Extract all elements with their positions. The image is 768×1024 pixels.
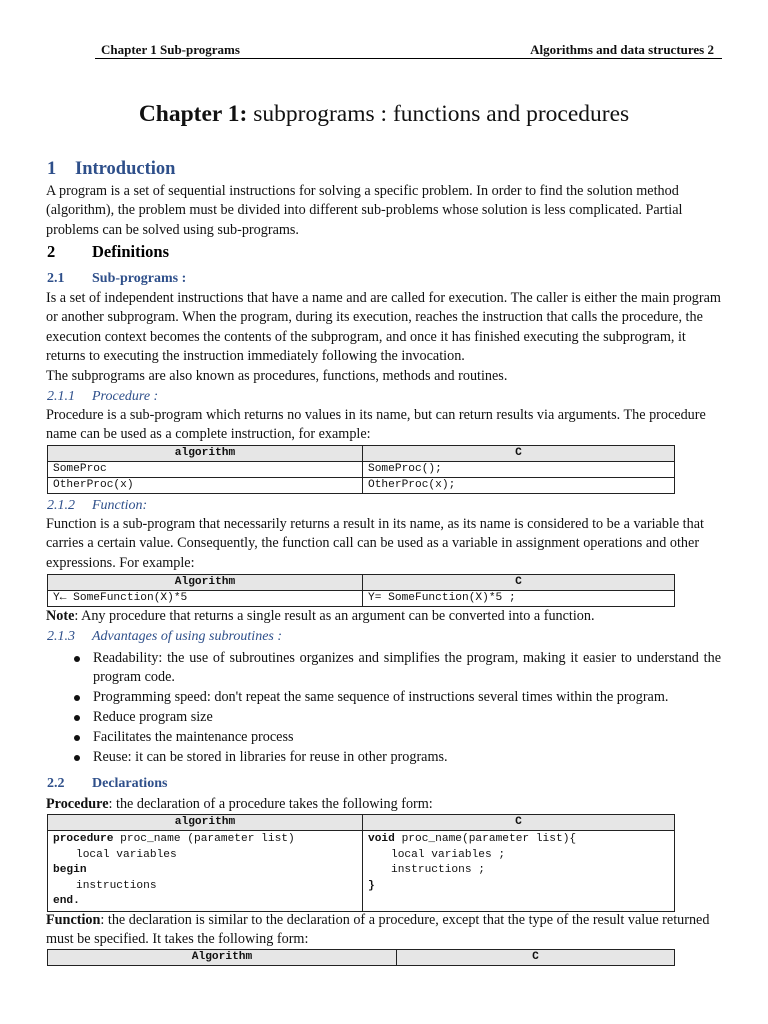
procedure-declaration-table xyxy=(47,814,675,912)
heading-text: Introduction xyxy=(75,159,176,179)
table-cell: SomeProc xyxy=(48,462,363,478)
table-header-row xyxy=(48,575,675,591)
note-text: : Any procedure that returns a single result as an argument can be converted into a function. xyxy=(74,608,595,624)
list-item xyxy=(78,748,721,767)
list-item-text: Reuse: it can be stored in libraries for reuse in other programs. xyxy=(93,749,448,765)
heading-number: 2 xyxy=(47,242,56,261)
table-header-cell: Algorithm xyxy=(48,950,397,966)
table-header-cell: algorithm xyxy=(48,446,363,462)
bullet-icon xyxy=(74,715,80,721)
heading-procedure xyxy=(47,389,158,405)
function-declaration-table xyxy=(47,949,675,966)
sub-programs-aliases: The subprograms are also known as procedures, functions, methods and routines. xyxy=(46,368,508,384)
bullet-icon xyxy=(74,695,80,701)
procedure-label: Procedure xyxy=(46,796,109,812)
sub-programs-paragraph: Is a set of independent instructions that have a name and are called for execution. The caller is either the main program or another subprogram. When the program, during its execution, reaches the instruction that calls the procedure, the execution context becomes the contents of the subprogram, and once it has finished executing the subprogram, it returns to executing the instruction immediately following the invocation. xyxy=(46,290,721,365)
header-chapter: Chapter 1 Sub-programs xyxy=(101,42,240,57)
code-text: proc_name(parameter list){ xyxy=(394,833,577,845)
function-declaration-text: : the declaration is similar to the declaration of a procedure, except that the type of the result value returned must be specified. It takes the following form: xyxy=(46,912,710,948)
heading-function xyxy=(47,498,147,514)
heading-introduction xyxy=(47,159,175,180)
table-row xyxy=(48,478,675,494)
heading-definitions xyxy=(47,242,169,262)
heading-number: 2.1.1 xyxy=(47,389,75,404)
chapter-title xyxy=(0,101,768,128)
table-row xyxy=(48,462,675,478)
list-item-text: Reduce program size xyxy=(93,709,213,725)
note-paragraph xyxy=(46,607,721,626)
table-cell: Y← SomeFunction(X)*5 xyxy=(48,591,363,607)
bullet-icon xyxy=(74,755,80,761)
bullet-icon xyxy=(74,735,80,741)
running-header xyxy=(95,42,722,59)
heading-sub-programs xyxy=(47,271,186,287)
table-header-cell: C xyxy=(363,815,675,831)
function-declaration-intro xyxy=(46,911,721,950)
table-header-cell: algorithm xyxy=(48,815,363,831)
procedure-call-table xyxy=(47,445,675,494)
bullet-icon xyxy=(74,656,80,662)
function-call-table xyxy=(47,574,675,607)
table-header-cell: C xyxy=(363,446,675,462)
keyword: begin xyxy=(53,864,87,877)
list-item xyxy=(78,708,721,727)
table-header-row xyxy=(48,950,675,966)
heading-text: Procedure : xyxy=(92,389,159,404)
introduction-paragraph: A program is a set of sequential instructions for solving a specific problem. In order to find the solution method (algorithm), the problem must be divided into different sub-problems whose solution is less complicated. Partial problems can be solved using sub-programs. xyxy=(46,183,683,238)
function-paragraph: Function is a sub-program that necessarily returns a result in its name, as its name is considered to be a variable that carries a certain value. Consequently, the function call can be used as a variable in assignment operations and other expressions. For example: xyxy=(46,516,704,571)
keyword: procedure xyxy=(53,833,114,845)
heading-number: 2.1.3 xyxy=(47,629,75,644)
list-item xyxy=(78,728,721,747)
heading-number: 1 xyxy=(47,159,57,179)
chapter-title-label: Chapter 1: xyxy=(138,101,248,127)
table-row xyxy=(48,591,675,607)
table-header-cell: C xyxy=(363,575,675,591)
keyword: } xyxy=(368,879,375,892)
list-item-text: Facilitates the maintenance process xyxy=(93,729,294,745)
table-header-row xyxy=(48,446,675,462)
list-item-text: Programming speed: don't repeat the same sequence of instructions several times within the program. xyxy=(93,689,669,705)
table-cell: SomeProc(); xyxy=(363,462,675,478)
keyword: void xyxy=(368,833,395,845)
code-text: proc_name (parameter list) xyxy=(113,833,295,845)
list-item-text: Readability: the use of subroutines organizes and simplifies the program, making it easier to understand the program code. xyxy=(93,650,721,686)
heading-text: Declarations xyxy=(92,776,168,791)
table-row xyxy=(48,831,675,912)
table-cell: OtherProc(x) xyxy=(48,478,363,494)
procedure-paragraph: Procedure is a sub-program which returns no values in its name, but can return results via arguments. The procedure name can be used as a complete instruction, for example: xyxy=(46,407,706,443)
table-header-cell: C xyxy=(397,950,675,966)
code-line: instructions xyxy=(76,879,157,892)
procedure-declaration-text: : the declaration of a procedure takes the following form: xyxy=(108,796,433,812)
table-header-cell: Algorithm xyxy=(48,575,363,591)
heading-number: 2.2 xyxy=(47,776,65,791)
list-item xyxy=(78,649,721,688)
code-line: local variables ; xyxy=(391,848,506,861)
note-label: Note xyxy=(46,608,75,624)
heading-declarations xyxy=(47,776,167,792)
heading-text: Definitions xyxy=(92,242,170,261)
list-item xyxy=(78,688,721,707)
table-header-row xyxy=(48,815,675,831)
heading-text: Advantages of using subroutines : xyxy=(92,629,283,644)
table-cell: OtherProc(x); xyxy=(363,478,675,494)
keyword: end. xyxy=(53,895,80,908)
heading-number: 2.1.2 xyxy=(47,498,75,513)
code-line: local variables xyxy=(76,848,177,861)
algorithm-code-cell xyxy=(48,831,363,912)
heading-text: Function: xyxy=(92,498,148,513)
heading-number: 2.1 xyxy=(47,271,65,286)
header-course: Algorithms and data structures 2 xyxy=(530,42,714,57)
table-cell: Y= SomeFunction(X)*5 ; xyxy=(363,591,675,607)
code-line: instructions ; xyxy=(391,864,485,877)
c-code-cell xyxy=(363,831,675,912)
procedure-declaration-intro xyxy=(46,795,721,814)
heading-text: Sub-programs : xyxy=(92,271,187,286)
heading-advantages xyxy=(47,629,282,645)
function-label: Function xyxy=(46,912,101,928)
chapter-title-text: subprograms : functions and procedures xyxy=(247,101,630,127)
